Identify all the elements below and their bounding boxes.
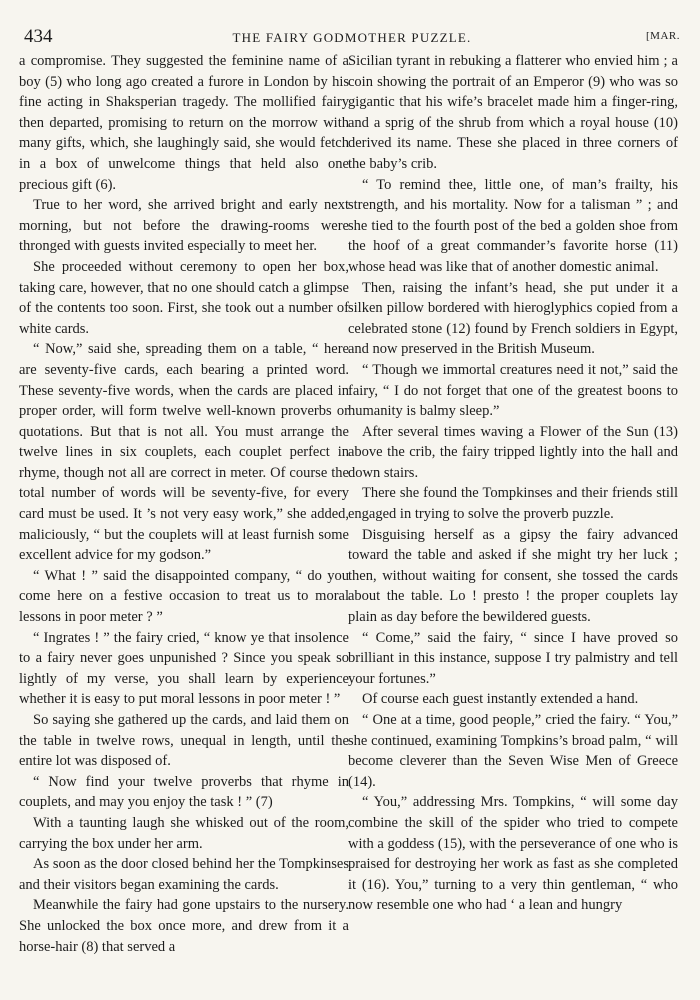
paragraph: a compromise. They suggested the feminine name of a boy (5) who long ago created a furore in London by his fine acting in Shaksperian tragedy. The mollified fairy then departed, promising to return on the morrow with many gifts, which, she laughingly said, she would fetch in a box of unwelcome things that held also one precious gift (6). <box>19 53 349 193</box>
paragraph: There she found the Tompkinses and their friends still engaged in trying to solve the proverb puzzle. <box>348 485 678 523</box>
paragraph: “ To remind thee, little one, of man’s frailty, his strength, and his mortality. Now for a talisman ” ; and she tied to the fourth post of the bed a golden shoe from the hoof of a great commander’s favorite horse (11) whose head was like that of another domestic animal. <box>348 176 678 275</box>
paragraph: “ What ! ” said the disappointed company, “ do you come here on a festive occasion to treat us to moral lessons in poor meter ? ” <box>19 567 349 626</box>
running-title: THE FAIRY GODMOTHER PUZZLE. <box>232 30 472 45</box>
paragraph: “ Though we immortal creatures need it not,” said the fairy, “ I do not forget that one of the greatest boons to humanity is balmy sleep.” <box>348 361 678 420</box>
page-header <box>24 26 680 48</box>
paragraph: With a taunting laugh she whisked out of the room, carrying the box under her arm. <box>19 814 349 852</box>
paragraph: Disguising herself as a gipsy the fairy advanced toward the table and asked if she might try her luck ; then, without waiting for consent, she tossed the cards about the table. Lo ! presto ! the proper couplets lay plain as day before the bewildered guests. <box>348 526 678 626</box>
paragraph: Sicilian tyrant in rebuking a flatterer who envied him ; a coin showing the portrait of an Emperor (9) who was so gigantic that his wife’s bracelet made him a finger-ring, and a sprig of the shrub from which a royal house (10) derived its name. These she placed in three corners of the baby’s crib. <box>348 53 678 172</box>
paragraph: As soon as the door closed behind her the Tompkinses and their visitors began examining the cards. <box>19 856 349 893</box>
paragraph: True to her word, she arrived bright and early next morning, but not before the drawing-rooms were thronged with guests invited especially to meet her. <box>19 197 349 255</box>
paragraph: “ One at a time, good people,” cried the fairy. “ You,” she continued, examining Tompkins’s broad palm, “ will become cleverer than the Seven Wise Men of Greece (14). <box>348 712 678 790</box>
paragraph: “ Ingrates ! ” the fairy cried, “ know ye that insolence to a fairy never goes unpunished ? Since you speak so lightly of my verse, you shall learn by experience whether it is easy to put moral lessons in poor meter ! ” <box>19 629 349 708</box>
right-column <box>348 51 678 916</box>
paragraph: “ Now,” said she, spreading them on a table, “ here are seventy-five cards, each bearing a printed word. These seventy-five words, when the cards are placed in proper order, will form twelve well-known proverbs or quotations. But that is not all. You must arrange the twelve lines in six couplets, each couplet perfect in rhyme, though not all are correct in meter. Of course the total number of words will be seventy-five, for every card must be used. It ’s not very easy work,” she added, maliciously, “ but the couplets will at least furnish some excellent advice for my godson.” <box>19 341 349 564</box>
paragraph: “ Now find your twelve proverbs that rhyme in couplets, and may you enjoy the task ! ” (7) <box>19 773 349 811</box>
left-column <box>19 51 349 957</box>
paragraph: “ You,” addressing Mrs. Tompkins, “ will some day combine the skill of the spider who tried to compete with a goddess (15), with the perseverance of one who is praised for destroying her work as fast as she completed it (16). You,” turning to a very thin gentleman, “ who now resemble one who had ‘ a lean and hungry <box>348 794 678 914</box>
issue-month: [MAR. <box>646 30 680 42</box>
paragraph: After several times waving a Flower of the Sun (13) above the crib, the fairy tripped lightly into the hall and down stairs. <box>348 423 678 481</box>
paragraph: She proceeded without ceremony to open her box, taking care, however, that no one should catch a glimpse of the contents too soon. First, she took out a number of white cards. <box>19 258 349 337</box>
paragraph: So saying she gathered up the cards, and laid them on the table in twelve rows, unequal in length, until the entire lot was disposed of. <box>19 712 349 770</box>
paragraph: Of course each guest instantly extended a hand. <box>362 691 639 708</box>
paragraph: Then, raising the infant’s head, she put under it a silken pillow bordered with hieroglyphics copied from a celebrated stone (12) found by French soldiers in Egypt, and now preserved in the British Museum. <box>348 279 678 358</box>
paragraph: “ Come,” said the fairy, “ since I have proved so brilliant in this instance, suppose I try palmistry and tell your fortunes.” <box>348 629 678 687</box>
page-number: 434 <box>24 26 53 47</box>
paragraph: Meanwhile the fairy had gone upstairs to the nursery. She unlocked the box once more, and drew from it a horse-hair (8) that served a <box>19 897 349 955</box>
